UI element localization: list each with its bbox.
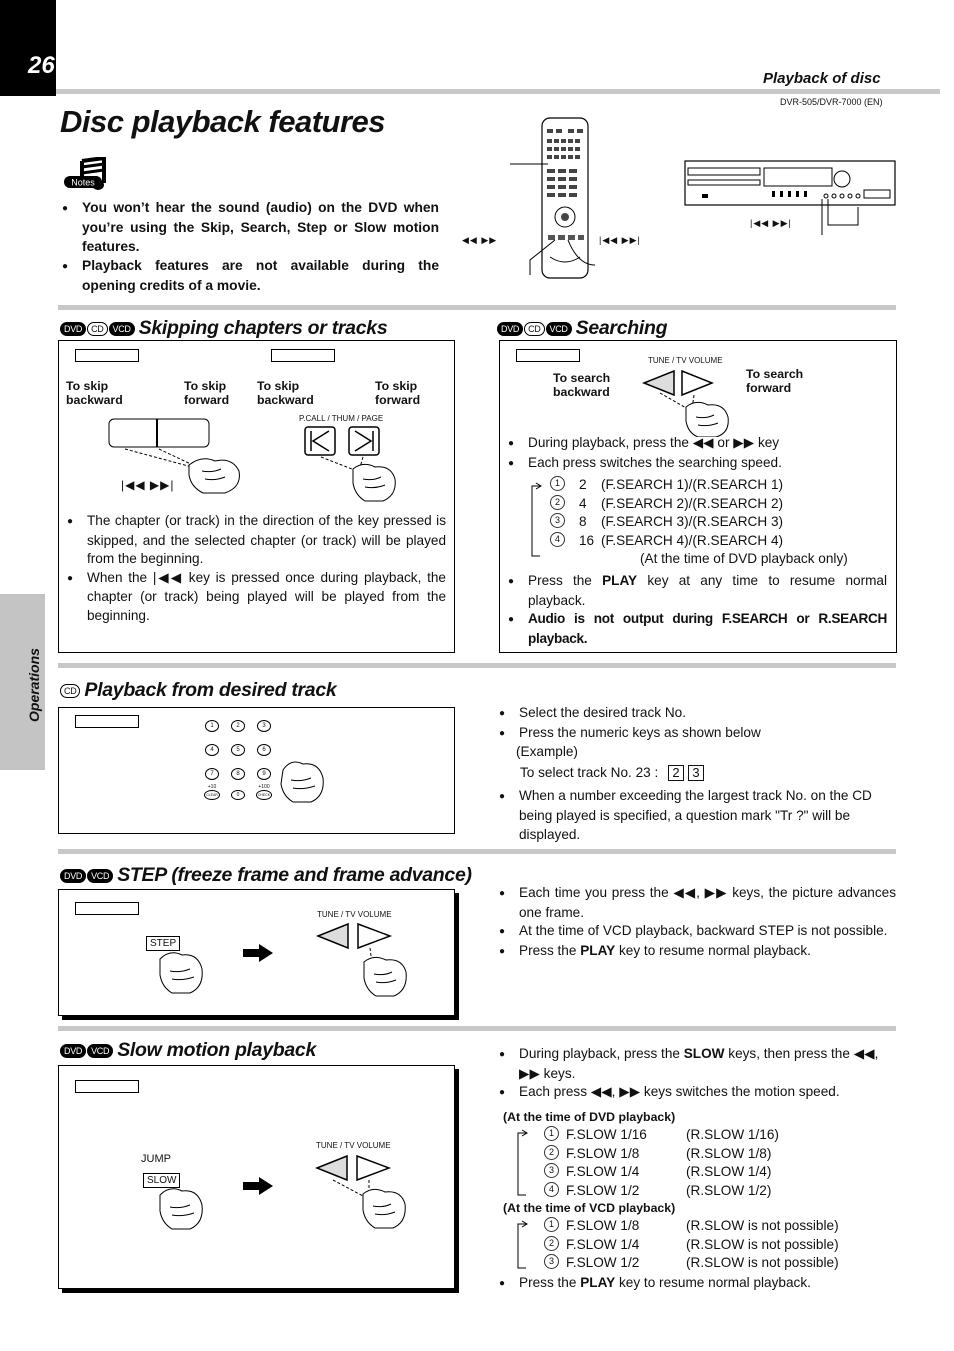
searching-bullets <box>508 434 888 473</box>
dvd-slow-item: 3 F.SLOW 1/4 (R.SLOW 1/4) <box>544 1163 894 1182</box>
cd-tag: CD <box>60 684 80 698</box>
key-1: 1 <box>205 720 219 732</box>
dvd-slow-heading: (At the time of DVD playback) <box>503 1110 676 1124</box>
skip-forward-label: To skip forward <box>184 379 230 407</box>
slow-heading <box>60 1037 316 1062</box>
vcd-tag: VCD <box>546 322 572 336</box>
section-rule <box>58 663 896 668</box>
audio-note-bullet: ● Audio is not output during F.SEARCH or R.SEARCH playback. <box>508 610 887 648</box>
svg-text:Notes: Notes <box>71 177 95 188</box>
step-heading <box>60 862 472 887</box>
page-number-tab <box>0 0 56 96</box>
remote-label-box <box>75 715 139 728</box>
notes-icon <box>62 157 106 193</box>
desired-track-box <box>58 707 455 834</box>
remote-skip-keys-label: |◀◀ ▶▶| <box>599 235 641 245</box>
search-speed-list <box>550 476 890 569</box>
speed-cycle-bracket <box>526 482 542 560</box>
pressing-hand-icon <box>154 1181 214 1231</box>
searching-resume-bullets <box>508 572 887 648</box>
remote-label-box <box>271 349 335 362</box>
dvd-tag: DVD <box>60 1044 86 1058</box>
pressing-hand-icon <box>154 945 214 995</box>
cd-tag: CD <box>87 322 107 336</box>
disc-type-tags <box>60 315 136 338</box>
vcd-slow-list <box>544 1217 894 1273</box>
tune-keys-illustration <box>640 367 740 437</box>
tune-tv-volume-label: TUNE / TV VOLUME <box>316 1141 391 1150</box>
remote-label-box <box>75 1080 139 1093</box>
dvd-tag: DVD <box>497 322 523 336</box>
key-4: 4 <box>205 744 219 756</box>
page-title: Disc playback features <box>60 104 386 139</box>
search-forward-label: To search forward <box>746 367 804 395</box>
disc-type-tags <box>497 315 573 338</box>
unit-label-box <box>75 349 139 362</box>
step-key: STEP <box>146 936 180 951</box>
step-bullet: ● Press the PLAY key to resume normal playback. <box>499 942 896 962</box>
desired-track-heading-text: Playback from desired track <box>84 679 337 701</box>
key-6: 6 <box>257 744 271 756</box>
section-rule <box>58 1026 896 1031</box>
remote-label-box <box>75 902 139 915</box>
section-rule <box>58 849 896 854</box>
dvd-only-note: (At the time of DVD playback only) <box>640 551 848 567</box>
example-line: To select track No. 23 : 2 3 <box>499 764 897 783</box>
numeric-keypad <box>199 720 279 804</box>
section-rule <box>58 305 896 310</box>
dvd-slow-item: 4 F.SLOW 1/2 (R.SLOW 1/2) <box>544 1182 894 1201</box>
tune-tv-volume-label: TUNE / TV VOLUME <box>648 356 723 365</box>
pressing-hand-icon <box>277 756 327 804</box>
slow-cycle-bracket-dvd <box>512 1129 528 1199</box>
searching-bullet: ● During playback, press the ◀◀ or ▶▶ key <box>508 434 888 454</box>
disc-type-tags <box>60 862 114 885</box>
resume-bullet: ● Press the PLAY key at any time to resume normal playback. <box>508 572 887 610</box>
tune-tv-volume-label: TUNE / TV VOLUME <box>317 910 392 919</box>
desired-track-bullet: ● Select the desired track No. <box>499 704 897 724</box>
step-box <box>58 889 455 1016</box>
step-bullets <box>499 884 896 961</box>
remote-label-box <box>516 349 580 362</box>
searching-box <box>499 340 897 653</box>
cd-tag: CD <box>524 322 544 336</box>
searching-heading <box>497 315 667 340</box>
slow-cycle-bracket-vcd <box>512 1220 528 1272</box>
vcd-tag: VCD <box>87 869 113 883</box>
key-5: 5 <box>231 744 245 756</box>
header-rule <box>56 89 940 94</box>
step-heading-text: STEP (freeze frame and frame advance) <box>117 864 472 886</box>
step-bullet: ● Each time you press the ◀◀, ▶▶ keys, the picture advances one frame. <box>499 884 896 922</box>
clear-key: CLEAR <box>204 790 220 800</box>
search-backward-label: To search backward <box>553 371 611 399</box>
dvd-slow-list <box>544 1126 894 1200</box>
searching-bullet: ● Each press switches the searching speed. <box>508 454 888 474</box>
slow-heading-text: Slow motion playback <box>117 1039 317 1061</box>
search-speed-item: 4 16 (F.SEARCH 4)/(R.SEARCH 4) <box>550 532 890 551</box>
key-2: 2 <box>231 720 245 732</box>
slow-bullet: ● Each press ◀◀, ▶▶ keys switches the motion speed. <box>499 1083 897 1103</box>
skip-forward-label: To skip forward <box>375 379 421 407</box>
desired-track-bullets <box>499 704 897 844</box>
skipping-bullets <box>67 512 446 626</box>
slow-key: SLOW <box>143 1173 180 1188</box>
notes-item: ● You won’t hear the sound (audio) on the DVD when you’re using the Skip, Search, Step or Slow motion features. <box>62 198 439 256</box>
slow-resume-bullet: ● Press the PLAY key to resume normal playback. <box>499 1274 897 1294</box>
step-bullet: ● At the time of VCD playback, backward STEP is not possible. <box>499 922 896 942</box>
unit-callout-lines <box>810 195 870 240</box>
searching-heading-text: Searching <box>575 317 668 339</box>
vcd-slow-item: 1 F.SLOW 1/8 (R.SLOW is not possible) <box>544 1217 894 1236</box>
unit-skip-key-symbols: |◀◀ ▶▶| <box>121 478 175 492</box>
search-speed-item: 1 2 (F.SEARCH 1)/(R.SEARCH 1) <box>550 476 890 495</box>
dvd-tag: DVD <box>60 869 86 883</box>
desired-track-bullet: ● Press the numeric keys as shown below <box>499 724 897 744</box>
skipping-bullet: ● When the |◀◀ key is pressed once during playback, the chapter (or track) being played will be played from the beginning. <box>67 569 446 626</box>
key-8: 8 <box>231 768 245 780</box>
example-key: 3 <box>688 765 704 781</box>
search-speed-item: 3 8 (F.SEARCH 3)/(R.SEARCH 3) <box>550 513 890 532</box>
skipping-heading-text: Skipping chapters or tracks <box>138 317 388 339</box>
disc-type-tags <box>60 1037 114 1060</box>
vcd-slow-item: 2 F.SLOW 1/4 (R.SLOW is not possible) <box>544 1236 894 1255</box>
desired-track-heading <box>60 677 336 702</box>
key-9: 9 <box>257 768 271 780</box>
check-key: CHECK <box>256 790 272 800</box>
vcd-slow-heading: (At the time of VCD playback) <box>503 1201 676 1215</box>
dvd-tag: DVD <box>60 322 86 336</box>
remote-search-keys-label: ◀◀ ▶▶ <box>462 235 498 245</box>
remote-callout-lines <box>500 160 610 280</box>
skipping-heading <box>60 315 387 340</box>
unit-skip-keys-label: |◀◀ ▶▶| <box>750 218 792 228</box>
model-number: DVR-505/DVR-7000 (EN) <box>780 97 883 107</box>
tune-keys-illustration <box>313 1152 413 1232</box>
skip-backward-label: To skip backward <box>66 379 123 407</box>
skip-backward-label: To skip backward <box>257 379 314 407</box>
pcall-thum-page-label: P.CALL / THUM / PAGE <box>299 414 384 423</box>
key-0: 0 <box>231 790 245 800</box>
notes-list <box>62 198 439 295</box>
search-speed-item: 2 4 (F.SEARCH 2)/(R.SEARCH 2) <box>550 495 890 514</box>
skipping-box <box>58 340 455 653</box>
slow-bullet: ● During playback, press the SLOW keys, then press the ◀◀, ▶▶ keys. <box>499 1045 897 1083</box>
key-3: 3 <box>257 720 271 732</box>
example-label: (Example) <box>516 744 578 760</box>
page-number: 26 <box>28 52 55 79</box>
disc-type-tags <box>60 677 81 700</box>
side-tab-label: Operations <box>26 648 42 722</box>
arrow-right-icon <box>241 1175 275 1197</box>
slow-box <box>58 1065 455 1289</box>
dvd-slow-item: 2 F.SLOW 1/8 (R.SLOW 1/8) <box>544 1145 894 1164</box>
arrow-right-icon <box>241 942 275 964</box>
notes-item: ● Playback features are not available during the opening credits of a movie. <box>62 256 439 295</box>
slow-resume <box>499 1274 897 1294</box>
example-key: 2 <box>668 765 684 781</box>
remote-skip-keys-illustration <box>299 425 399 505</box>
vcd-tag: VCD <box>109 322 135 336</box>
skipping-bullet: ● The chapter (or track) in the direction of the key pressed is skipped, and the selected chapter (or track) will be played from the beginning. <box>67 512 446 569</box>
key-plus100-label: +100 <box>258 784 270 790</box>
key-plus10-label: +10 <box>207 784 217 790</box>
vcd-slow-item: 3 F.SLOW 1/2 (R.SLOW is not possible) <box>544 1254 894 1273</box>
tune-keys-illustration <box>314 920 414 1000</box>
desired-track-bullet: ● When a number exceeding the largest track No. on the CD being played is specified, a question mark "Tr ?" will be displayed. <box>499 787 897 844</box>
header-section-title: Playback of disc <box>763 70 881 87</box>
dvd-slow-item: 1 F.SLOW 1/16 (R.SLOW 1/16) <box>544 1126 894 1145</box>
key-7: 7 <box>205 768 219 780</box>
vcd-tag: VCD <box>87 1044 113 1058</box>
slow-bullets <box>499 1045 897 1103</box>
jump-label: JUMP <box>141 1153 171 1165</box>
